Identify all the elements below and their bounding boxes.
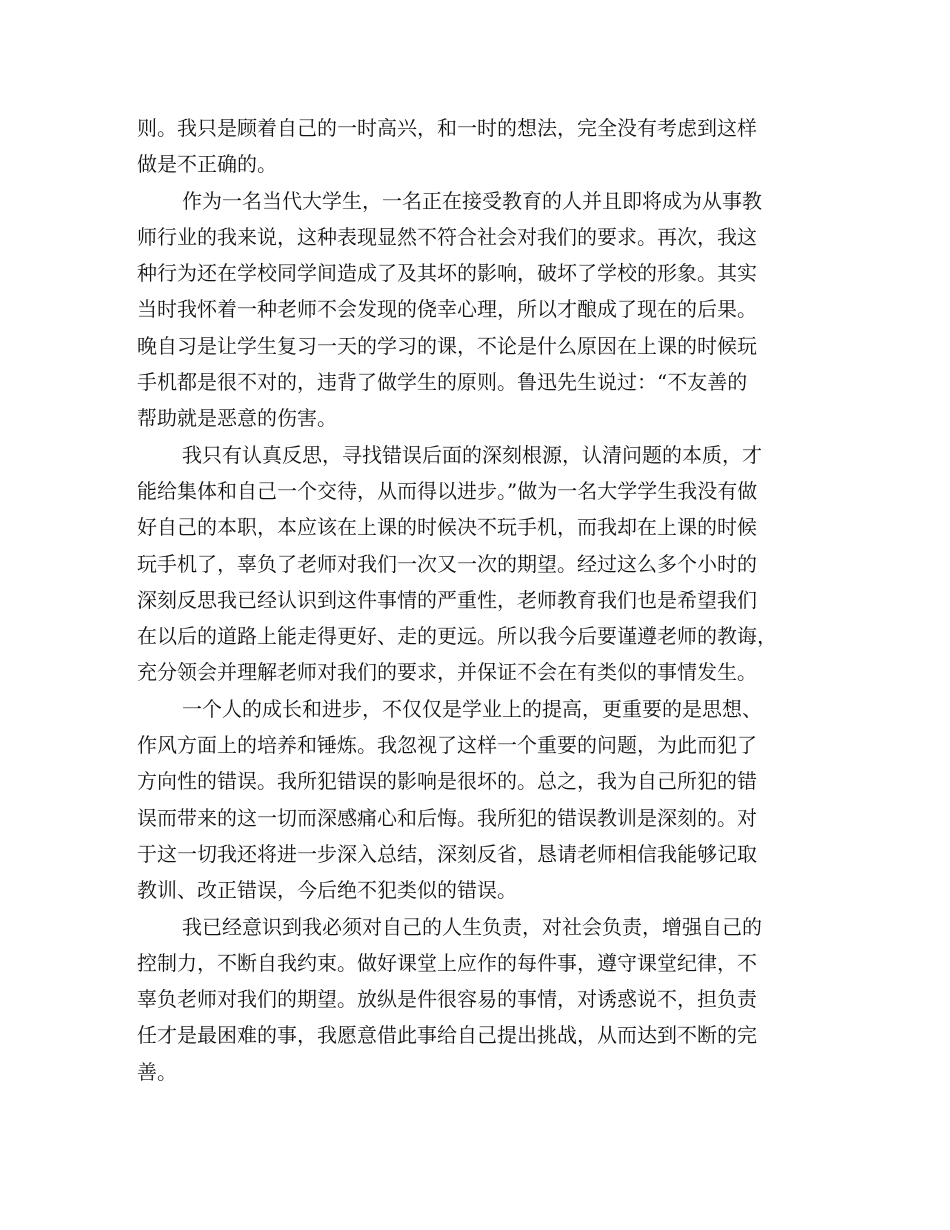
text-line: 控制力，不断自我约束。做好课堂上应作的每件事，遵守课堂纪律，不 — [137, 950, 757, 975]
text-line: 方向性的错误。我所犯错误的影响是很坏的。总之，我为自己所犯的错 — [137, 769, 757, 794]
text-line: 种行为还在学校同学间造成了及其坏的影响，破坏了学校的形象。其实 — [137, 261, 757, 286]
text-line: 则。我只是顾着自己的一时高兴，和一时的想法，完全没有考虑到这样 — [137, 116, 757, 140]
text-line: 做是不正确的。 — [137, 152, 277, 177]
text-line: 教训、改正错误，今后绝不犯类似的错误。 — [137, 878, 517, 903]
text-line: 于这一切我还将进一步深入总结，深刻反省，恳请老师相信我能够记取 — [137, 841, 757, 866]
text-line: 师行业的我来说，这种表现显然不符合社会对我们的要求。再次，我这 — [137, 224, 757, 249]
paragraph-first-line: 一个人的成长和进步，不仅仅是学业上的提高，更重要的是思想、 — [182, 696, 762, 721]
text-line: 作风方面上的培养和锤炼。我忽视了这样一个重要的问题，为此而犯了 — [137, 733, 757, 758]
paragraph-first-line: 我已经意识到我必须对自己的人生负责，对社会负责，增强自己的 — [182, 914, 762, 939]
text-line: 深刻反思我已经认识到这件事情的严重性，老师教育我们也是希望我们 — [137, 587, 757, 612]
text-line: 能给集体和自己一个交待，从而得以进步。”做为一名大学学生我没有做 — [137, 478, 758, 503]
document-body — [137, 110, 817, 1090]
text-line: 晚自习是让学生复习一天的学习的课，不论是什么原因在上课的时候玩 — [137, 333, 757, 358]
text-line: 帮助就是恶意的伤害。 — [137, 406, 337, 431]
text-line: 好自己的本职，本应该在上课的时候决不玩手机，而我却在上课的时候 — [137, 515, 757, 540]
paragraph-first-line: 作为一名当代大学生，一名正在接受教育的人并且即将成为从事教 — [182, 188, 762, 213]
text-line: 充分领会并理解老师对我们的要求，并保证不会在有类似的事情发生。 — [137, 660, 757, 685]
text-line: 当时我怀着一种老师不会发现的侥幸心理，所以才酿成了现在的后果。 — [137, 297, 757, 322]
text-line: 辜负老师对我们的期望。放纵是件很容易的事情，对诱惑说不，担负责 — [137, 987, 757, 1012]
paragraph-first-line: 我只有认真反思，寻找错误后面的深刻根源，认清问题的本质，才 — [182, 442, 762, 467]
text-line: 善。 — [137, 1059, 177, 1084]
text-line: 手机都是很不对的，违背了做学生的原则。鲁迅先生说过：“不友善的 — [137, 370, 748, 395]
text-line: 任才是最困难的事，我愿意借此事给自己提出挑战，从而达到不断的完 — [137, 1023, 757, 1048]
text-line: 误而带来的这一切而深感痛心和后悔。我所犯的错误教训是深刻的。对 — [137, 805, 757, 830]
text-line: 玩手机了，辜负了老师对我们一次又一次的期望。经过这么多个小时的 — [137, 551, 757, 576]
text-line: 在以后的道路上能走得更好、走的更远。所以我今后要谨遵老师的教诲， — [137, 624, 777, 649]
